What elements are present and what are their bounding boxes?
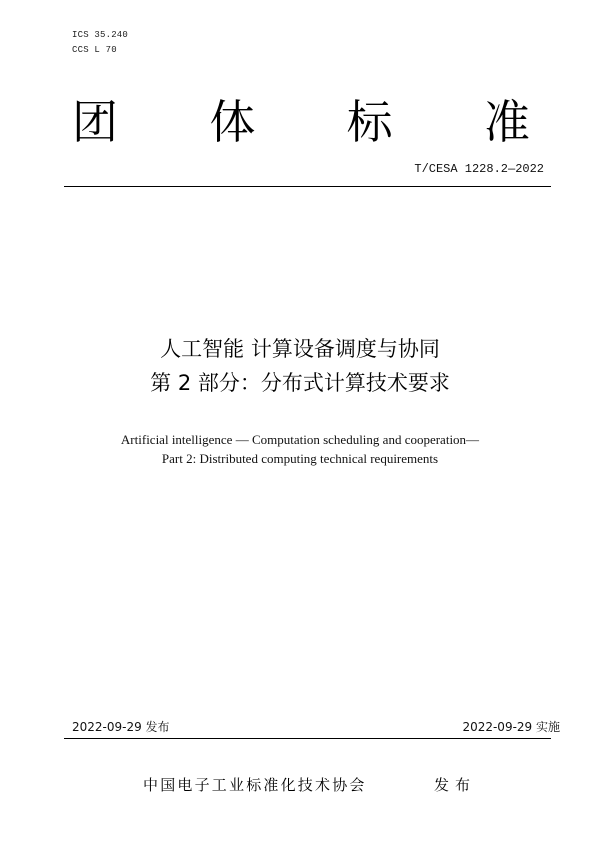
ics-code: ICS 35.240 (72, 30, 129, 40)
chinese-title-line-2: 第 2 部分：分布式计算技术要求 (150, 371, 450, 395)
top-divider (64, 186, 551, 187)
standard-type-title (72, 92, 530, 152)
standard-type-char: 标 (346, 95, 393, 149)
publish-label: 发布 (434, 776, 477, 794)
bottom-divider (64, 738, 551, 739)
publish-date: 2022-09-29 发布 (72, 720, 170, 734)
publisher-name: 中国电子工业标准化技术协会 (143, 776, 367, 794)
standard-number: T/CESA 1228.2—2022 (414, 162, 544, 176)
ccs-code: CCS L 70 (72, 45, 117, 55)
implementation-date: 2022-09-29 实施 (462, 720, 560, 734)
english-title-line-2: Part 2: Distributed computing technical requirements (161, 451, 439, 466)
standard-type-char: 体 (209, 95, 256, 149)
standard-type-char: 团 (72, 95, 118, 149)
standard-type-char: 准 (483, 95, 530, 149)
english-title-line-1: Artificial intelligence — Computation scheduling and cooperation— (120, 432, 480, 447)
chinese-title-line-1: 人工智能 计算设备调度与协同 (160, 337, 440, 361)
